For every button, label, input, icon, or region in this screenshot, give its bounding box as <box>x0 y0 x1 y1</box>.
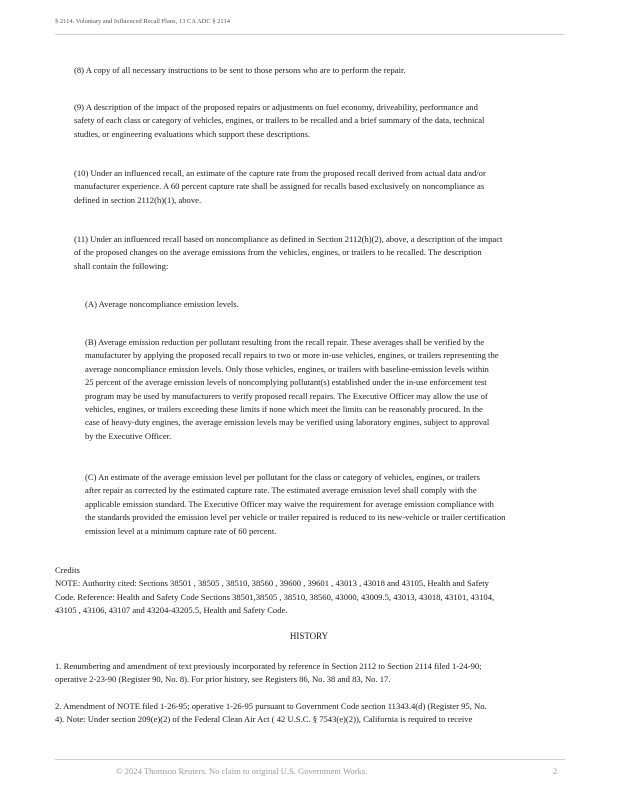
footer-copyright: © 2024 Thomson Reuters. No claim to original U.S. Government Works. <box>116 766 368 776</box>
paragraph-8 <box>74 64 406 77</box>
text-line: operative 2-23-90 (Register 90, No. 8). For prior history, see Registers 86, No. 38 and 83, No. 17. <box>55 674 391 685</box>
text-line: of the proposed changes on the average emissions from the vehicles, engines, or trailers to be recalled. The description <box>74 247 482 258</box>
text-line: 43105 , 43106, 43107 and 43204-43205.5, Health and Safety Code. <box>55 605 288 616</box>
credits-section <box>55 564 494 618</box>
page-number: 2 <box>553 766 558 776</box>
text-line: (8) A copy of all necessary instructions to be sent to those persons who are to perform the repair. <box>74 65 406 75</box>
text-line: after repair as corrected by the estimated capture rate. The estimated average emission level shall comply with the <box>85 485 477 496</box>
text-line: program may be used by manufacturers to verify proposed recall repairs. The Executive Officer may allow the use of <box>85 390 488 401</box>
text-line: the standards provided the emission level per vehicle or trailer repaired is reduced to its new-vehicle or trailer certification <box>85 512 506 523</box>
text-line: studies, or engineering evaluations which support these descriptions. <box>74 128 311 139</box>
text-line: case of heavy-duty engines, the average emission levels may be verified using laboratory engines, subject to approval <box>85 417 490 428</box>
text-line: shall contain the following: <box>74 260 169 271</box>
text-line: NOTE: Authority cited: Sections 38501 , 38505 , 38510, 38560 , 39600 , 39601 , 43013 , 43018 and 43105, Health and Safety <box>55 578 489 589</box>
footer-divider <box>55 759 565 760</box>
paragraph-10 <box>74 167 486 207</box>
paragraph-C <box>85 471 505 538</box>
text-line: 1. Renumbering and amendment of text previously incorporated by reference in Section 2112 to Section 2114 filed 1-24-90; <box>55 661 482 671</box>
text-line: emission level at a minimum capture rate of 60 percent. <box>85 525 277 536</box>
text-line: by the Executive Officer. <box>85 430 172 441</box>
text-line: 2. Amendment of NOTE filed 1-26-95; operative 1-26-95 pursuant to Government Code section 11343.4(d) (Register 95, No. <box>55 701 487 711</box>
credits-label: Credits <box>55 565 80 575</box>
running-header: § 2114. Voluntary and Influenced Recall Plans, 13 CA ADC § 2114 <box>55 18 230 25</box>
text-line: 25 percent of the average emission levels of noncomplying pollutant(s) established under the in-use enforcement test <box>85 377 487 388</box>
paragraph-B <box>85 336 499 443</box>
text-line: (11) Under an influenced recall based on noncompliance as defined in Section 2112(h)(2), above, a description of the impact <box>74 234 503 244</box>
paragraph-9 <box>74 101 484 141</box>
text-line: safety of each class or category of vehicles, engines, or trailers to be recalled and a brief summary of the data, technical <box>74 115 485 126</box>
text-line: average noncompliance emission levels. Only those vehicles, engines, or trailers with baseline-emission levels within <box>85 363 489 374</box>
text-line: (C) An estimate of the average emission level per pollutant for the class or category of vehicles, engines, or trailers <box>85 472 480 482</box>
paragraph-A <box>85 298 239 311</box>
text-line: defined in section 2112(h)(1), above. <box>74 194 202 205</box>
text-line: manufacturer by applying the proposed recall repairs to two or more in-use vehicles, engines, or trailers representing the <box>85 350 499 361</box>
text-line: 4). Note: Under section 209(e)(2) of the Federal Clean Air Act ( 42 U.S.C. § 7543(e)(2)), California is required to receive <box>55 714 473 725</box>
text-line: applicable emission standard. The Executive Officer may waive the requirement for average emission compliance with <box>85 498 494 509</box>
text-line: vehicles, engines, or trailers exceeding these limits if none which meet the limits can be reasonably procured. In the <box>85 404 483 415</box>
text-line: (B) Average emission reduction per pollutant resulting from the recall repair. These averages shall be verified by the <box>85 337 485 347</box>
text-line: (9) A description of the impact of the proposed repairs or adjustments on fuel economy, driveability, performance and <box>74 102 478 112</box>
paragraph-11 <box>74 233 502 273</box>
header-divider <box>55 34 565 35</box>
history-item-1 <box>55 660 482 687</box>
history-title: HISTORY <box>289 631 329 641</box>
text-line: manufacturer experience. A 60 percent capture rate shall be assigned for recalls based exclusively on noncompliance as <box>74 181 485 192</box>
text-line: Code. Reference: Health and Safety Code Sections 38501,38505 , 38510, 38560, 43000, 43009.5, 43013, 43018, 43101, 43104, <box>55 591 495 602</box>
text-line: (10) Under an influenced recall, an estimate of the capture rate from the proposed recall derived from actual data and/or <box>74 168 486 178</box>
text-line: (A) Average noncompliance emission levels. <box>85 299 239 309</box>
history-item-2 <box>55 700 487 727</box>
